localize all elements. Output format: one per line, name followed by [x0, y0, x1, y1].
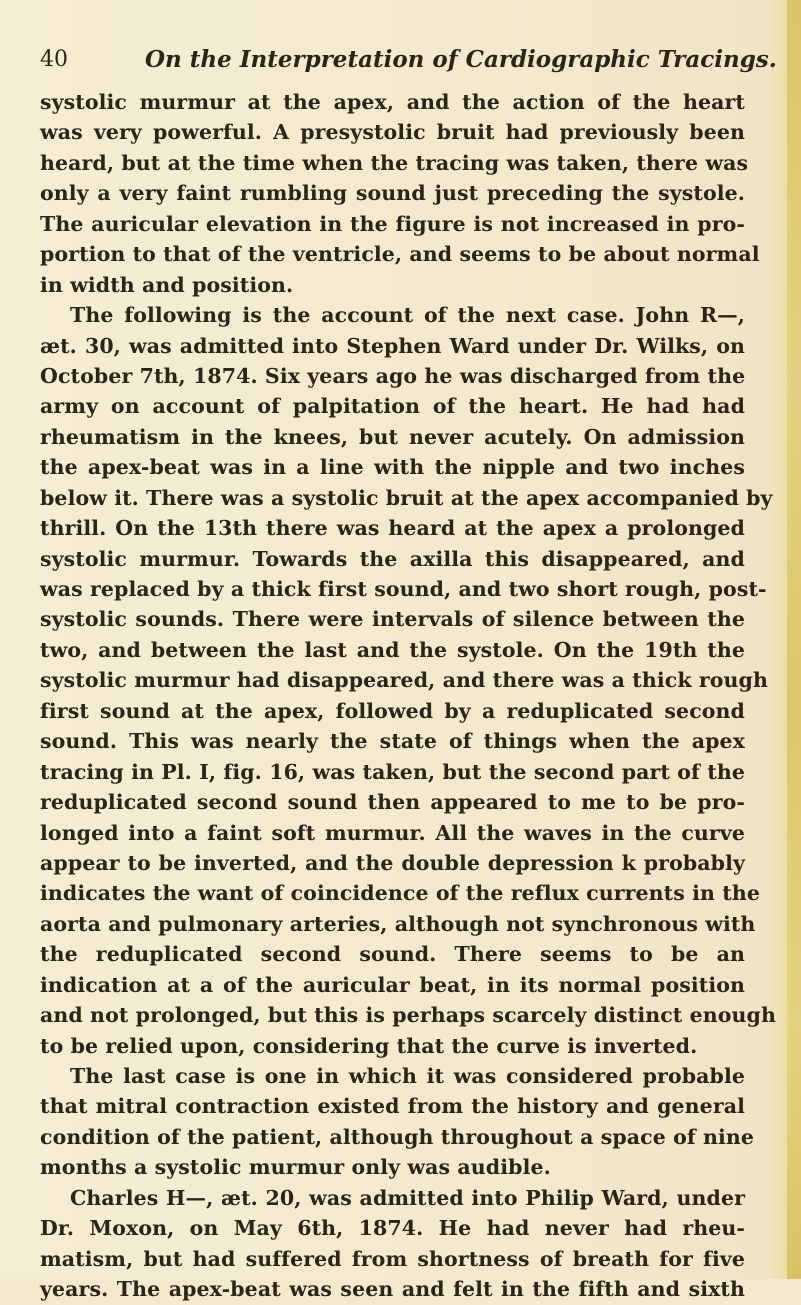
text-line: Charles H—, æt. 20, was admitted into Philip Ward, under — [70, 1185, 745, 1210]
text-line: systolic murmur had disappeared, and there was a thick rough — [40, 668, 768, 693]
text-line: systolic murmur. Towards the axilla this disappeared, and — [40, 546, 745, 571]
text-line: rheumatism in the knees, but never acutely. On admission — [40, 424, 745, 449]
text-line: reduplicated second sound then appeared to me to be pro- — [40, 790, 745, 815]
text-line: æt. 30, was admitted into Stephen Ward under Dr. Wilks, on — [40, 333, 745, 358]
text-line: October 7th, 1874. Six years ago he was discharged from the — [40, 363, 746, 388]
body-text — [40, 87, 776, 1305]
text-line: systolic murmur at the apex, and the action of the heart — [40, 90, 745, 114]
text-line: indication at a of the auricular beat, in its normal position — [40, 972, 745, 997]
text-line: only a very faint rumbling sound just preceding the systole. — [40, 181, 745, 206]
text-line: was very powerful. A presystolic bruit had previously been — [40, 120, 745, 145]
text-line: years. The apex-beat was seen and felt in the fifth and sixth — [40, 1277, 745, 1302]
running-title: On the Interpretation of Cardiographic Tracings. — [145, 46, 777, 73]
text-line: was replaced by a thick first sound, and two short rough, post- — [40, 577, 767, 601]
text-line: indicates the want of coincidence of the reflux currents in the — [40, 881, 760, 906]
text-line: to be relied upon, considering that the curve is inverted. — [40, 1033, 698, 1058]
text-line: tracing in Pl. I, fig. 16, was taken, but the second part of the — [40, 759, 745, 784]
text-line: appear to be inverted, and the double depression k probably — [40, 850, 745, 875]
text-line: two, and between the last and the systole. On the 19th the — [40, 637, 745, 662]
text-line: condition of the patient, although throughout a space of nine — [40, 1124, 755, 1149]
text-line: first sound at the apex, followed by a reduplicated second — [40, 698, 745, 723]
text-line: The last case is one in which it was considered probable — [70, 1064, 745, 1088]
page-edge-stain — [787, 0, 801, 1279]
text-line: heard, but at the time when the tracing was taken, there was — [40, 150, 749, 175]
text-line: army on account of palpitation of the heart. He had had — [40, 394, 745, 419]
page-number: 40 — [40, 47, 68, 72]
text-line: below it. There was a systolic bruit at the apex accompanied by — [40, 485, 773, 510]
text-line: and not prolonged, but this is perhaps scarcely distinct enough — [40, 1003, 776, 1028]
page-header — [40, 40, 777, 80]
text-line: the apex-beat was in a line with the nipple and two inches — [40, 455, 745, 480]
text-line: longed into a faint soft murmur. All the waves in the curve — [40, 820, 745, 845]
text-line: in width and position. — [40, 272, 294, 297]
text-line: matism, but had suffered from shortness of breath for five — [40, 1246, 745, 1271]
text-line: systolic sounds. There were intervals of silence between the — [40, 607, 745, 632]
text-line: The following is the account of the next case. John R—, — [70, 303, 745, 328]
text-line: aorta and pulmonary arteries, although not synchronous with — [40, 911, 756, 936]
text-line: Dr. Moxon, on May 6th, 1874. He had never had rheu- — [40, 1216, 745, 1241]
text-line: portion to that of the ventricle, and seems to be about normal — [40, 242, 760, 267]
text-line: The auricular elevation in the figure is not increased in pro- — [40, 211, 745, 236]
text-line: that mitral contraction existed from the history and general — [40, 1094, 745, 1119]
text-line: thrill. On the 13th there was heard at the apex a prolonged — [40, 516, 745, 541]
text-line: months a systolic murmur only was audible. — [40, 1155, 551, 1180]
text-line: sound. This was nearly the state of things when the apex — [40, 729, 745, 754]
text-line: the reduplicated second sound. There seems to be an — [40, 942, 745, 967]
